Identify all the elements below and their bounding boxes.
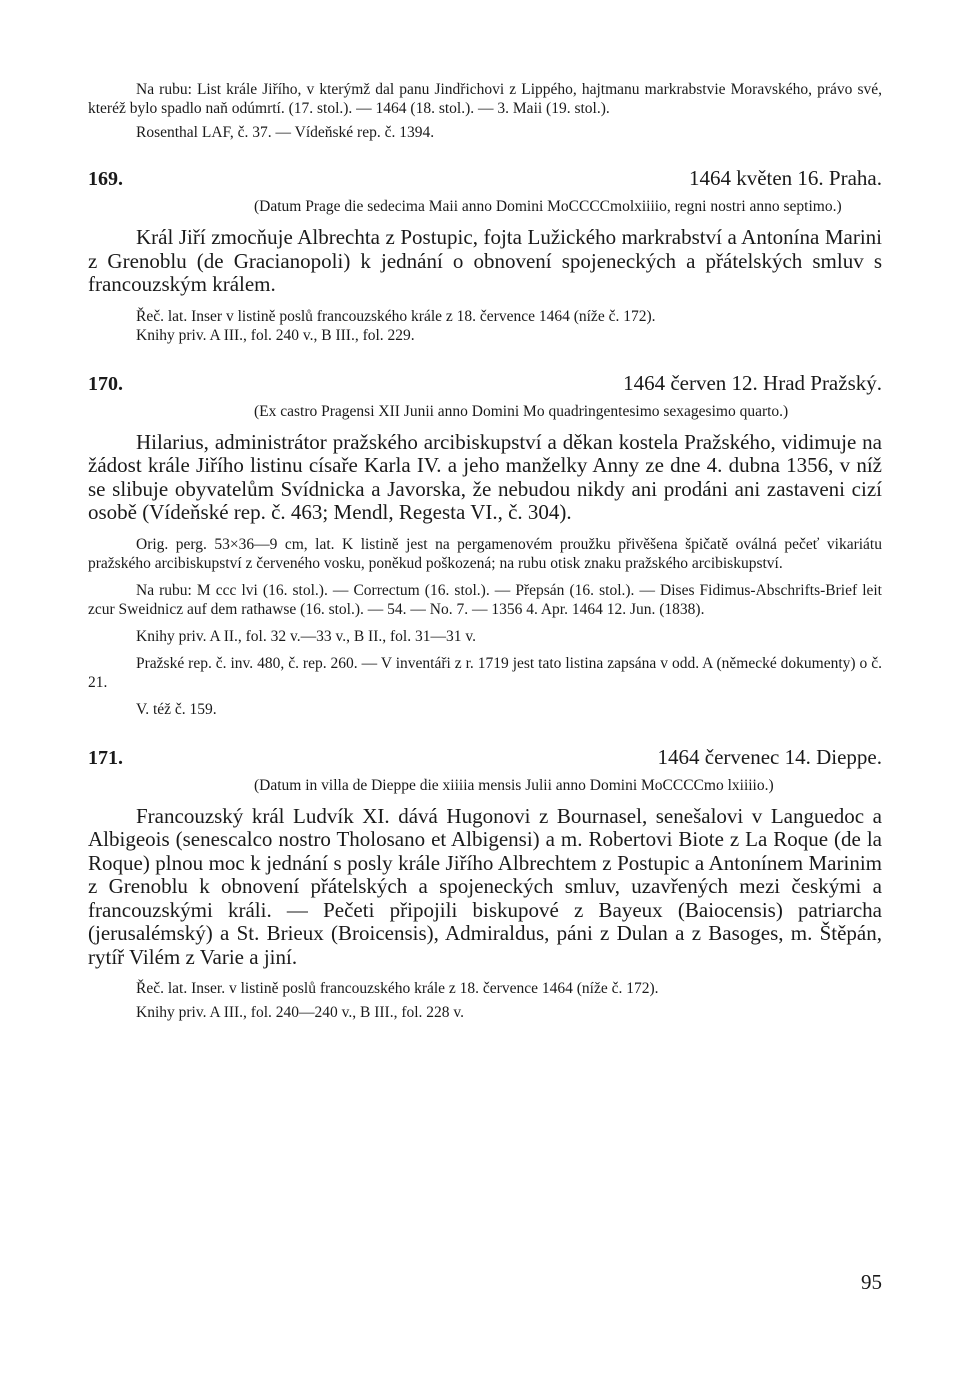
entry-169	[88, 166, 882, 345]
entry-note: Na rubu: M ccc lvi (16. stol.). — Correctum (16. stol.). — Přepsán (16. stol.). — Dises Fidimus-Abschrifts-Brief leit zcur Sweidnicz auf dem rathawse (16. stol.). — 54. — No. 7. — 1356 4. Apr. 1464 12. Jun. (1838).	[88, 581, 882, 618]
entry-note: V. též č. 159.	[136, 700, 217, 718]
entry-summary: Král Jiří zmocňuje Albrechta z Postupic, fojta Lužického markrabství a Antonína Marini z Grenoblu (de Gracianopoli) k jednání o obnovení spojeneckých a přátelských smluv s francouzským králem.	[88, 225, 882, 296]
verso-note: Na rubu: List krále Jiřího, v kterýmž dal panu Jindřichovi z Lippého, hajtmanu markrabstvie Moravského, právo své, kteréž bylo spadlo naň odúmrtí. (17. stol.). — 1464 (18. stol.). — 3. Maii (19. stol.).	[88, 81, 882, 117]
page-number: 95	[861, 1270, 882, 1294]
entry-header	[88, 166, 882, 191]
entry-number: 169.	[88, 168, 123, 190]
entry-date: 1464 květen 16. Praha.	[688, 166, 882, 190]
entry-note: Orig. perg. 53×36—9 cm, lat. K listině jest na pergamenovém proužku přivěšena špičatě oválná pečeť vikariátu pražského arcibiskupství z červeného vosku, poněkud poškozená; na rubu otisk znaku pražského arcibiskupství.	[88, 535, 882, 572]
entry-note: Knihy priv. A II., fol. 32 v.—33 v., B II., fol. 31—31 v.	[136, 627, 476, 645]
entry-datum: (Ex castro Pragensi XII Junii anno Domini Mo quadringentesimo sexagesimo quarto.)	[254, 402, 789, 420]
entry-171	[88, 745, 882, 1023]
entry-date: 1464 červenec 14. Dieppe.	[657, 744, 882, 769]
entry-number: 170.	[88, 372, 123, 395]
entry-note: Knihy priv. A III., fol. 240 v., B III., fol. 229.	[136, 326, 415, 344]
entry-note: Řeč. lat. Inser. v listině poslů francouzského krále z 18. července 1464 (níže č. 172).	[136, 980, 659, 997]
entry-summary: Francouzský král Ludvík XI. dává Hugonovi z Bournasel, senešalovi v Languedoc a Albigeois (senescalco nostro Tholosano et Albigensi) a m. Robertovi Biote z La Roque (de la Roque) plnou moc k jednání s posly krále Jiřího Albrechtem z Postupic a Antonínem Marinim z Grenoblu k obnovení přátelských a spojeneckých smluv, uzavřených mezi českými a francouzskými králi. — Pečeti připojili biskupové z Bayeux (Baiocensis) patriarcha (jerusalémský) a St. Brieux (Broicensis), Admiraldus, páni z Dulan a z Basoges, m. Štěpán, rytíř Vilém z Varie a jiní.	[88, 803, 882, 969]
entry-note: Řeč. lat. Inser v listině poslů francouzského krále z 18. července 1464 (níže č. 172).	[136, 307, 656, 325]
entry-header	[88, 371, 882, 396]
previous-entry-tail	[88, 80, 882, 142]
entry-date: 1464 červen 12. Hrad Pražský.	[623, 370, 882, 395]
entry-header	[88, 745, 882, 770]
reference-note: Rosenthal LAF, č. 37. — Vídeňské rep. č. 1394.	[136, 124, 435, 141]
entry-note: Pražské rep. č. inv. 480, č. rep. 260. — V inventáři z r. 1719 jest tato listina zapsána v odd. A (německé dokumenty) o č. 21.	[88, 654, 882, 691]
entry-datum: (Datum Prage die sedecima Maii anno Domini MoCCCCmolxiiiio, regni nostri anno septimo.)	[254, 198, 842, 215]
entry-170	[88, 371, 882, 719]
entry-note: Knihy priv. A III., fol. 240—240 v., B III., fol. 228 v.	[136, 1004, 465, 1021]
entry-summary: Hilarius, administrátor pražského arcibiskupství a děkan kostela Pražského, vidimuje na žádost krále Jiřího listinu císaře Karla IV. a jeho manželky Anny ze dne 4. dubna 1356, v níž se slibuje obyvatelům Svídnicka a Javorska, že nebudou nikdy ani prodáni ani zastaveni cizí osobě (Vídeňské rep. č. 463; Mendl, Regesta VI., č. 304).	[88, 429, 882, 524]
entry-number: 171.	[88, 746, 123, 769]
entry-datum: (Datum in villa de Dieppe die xiiiia mensis Julii anno Domini MoCCCCmo lxiiiio.)	[254, 776, 774, 794]
